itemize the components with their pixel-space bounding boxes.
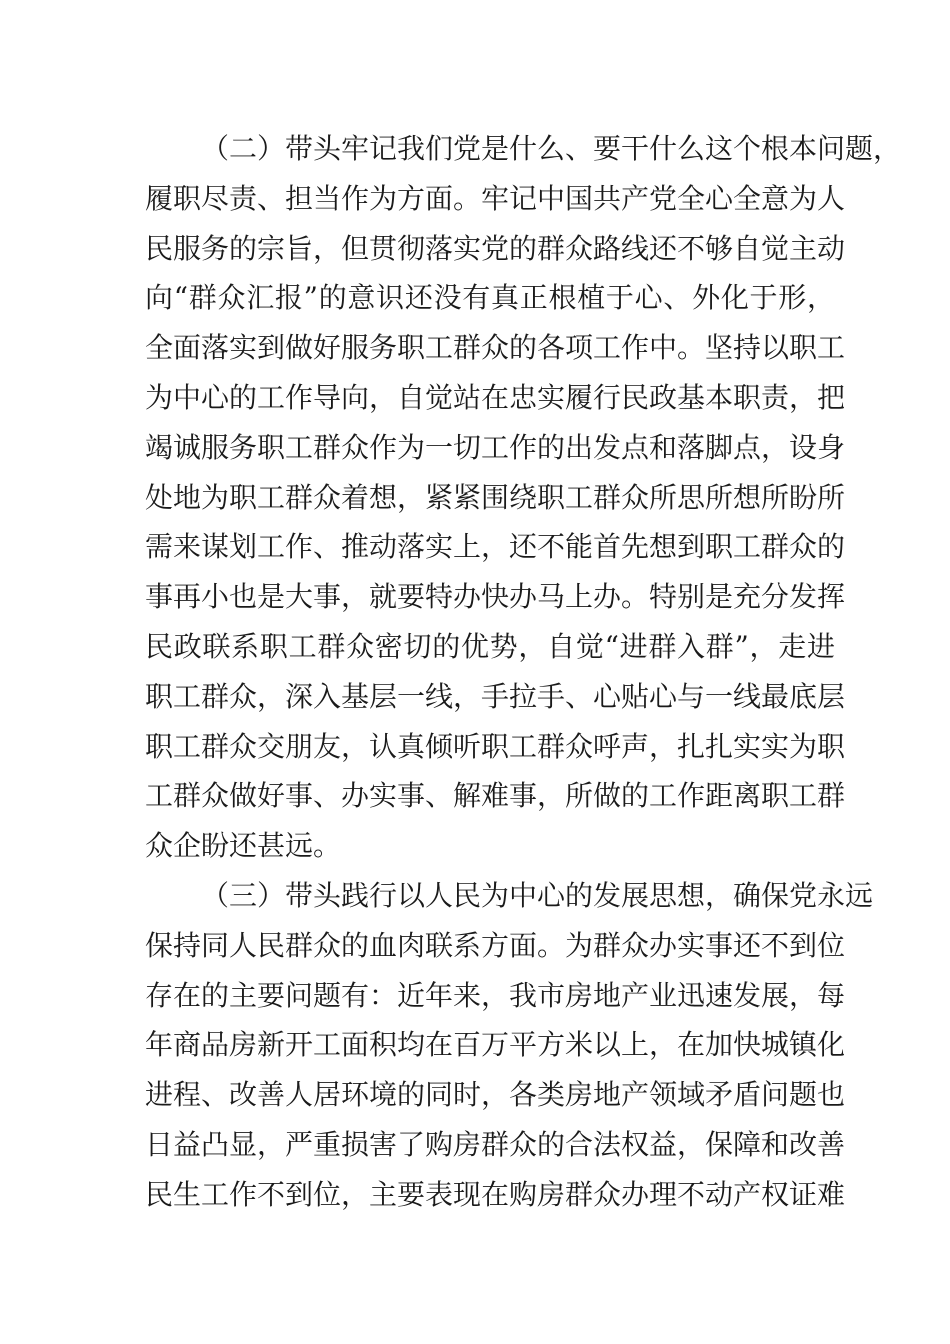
paragraph-line: 民生工作不到位，主要表现在购房群众办理不动产权证难 [145, 1177, 846, 1211]
paragraph-line: 存在的主要问题有：近年来，我市房地产业迅速发展，每 [145, 978, 846, 1012]
paragraph-line: （二）带头牢记我们党是什么、要干什么这个根本问题， [201, 132, 902, 165]
paragraph-line: 处地为职工群众着想，紧紧围绕职工群众所思所想所盼所 [145, 480, 846, 514]
paragraph-line: 年商品房新开工面积均在百万平方米以上，在加快城镇化 [145, 1028, 846, 1062]
paragraph-line: 向“群众汇报”的意识还没有真正根植于心、外化于形， [145, 281, 835, 315]
paragraph-line: 为中心的工作导向，自觉站在忠实履行民政基本职责，把 [145, 380, 846, 414]
paragraph-line: （三）带头践行以人民为中心的发展思想，确保党永远 [201, 878, 874, 912]
paragraph-line: 履职尽责、担当作为方面。牢记中国共产党全心全意为人 [145, 181, 846, 215]
paragraph-line: 职工群众，深入基层一线，手拉手、心贴心与一线最底层 [145, 679, 846, 713]
paragraph-line: 日益凸显，严重损害了购房群众的合法权益，保障和改善 [145, 1127, 846, 1161]
paragraph-line: 进程、改善人居环境的同时，各类房地产领域矛盾问题也 [145, 1078, 846, 1112]
paragraph-line: 需来谋划工作、推动落实上，还不能首先想到职工群众的 [145, 530, 846, 564]
paragraph-line: 竭诚服务职工群众作为一切工作的出发点和落脚点，设身 [145, 430, 846, 464]
paragraph-line: 民服务的宗旨，但贯彻落实党的群众路线还不够自觉主动 [145, 231, 846, 265]
paragraph-line: 工群众做好事、办实事、解难事，所做的工作距离职工群 [145, 779, 846, 813]
paragraph [145, 871, 874, 1220]
document-body [145, 124, 902, 1220]
paragraph-line: 民政联系职工群众密切的优势，自觉“进群入群”，走进 [145, 629, 835, 663]
paragraph-line: 保持同人民群众的血肉联系方面。为群众办实事还不到位 [145, 928, 846, 962]
paragraph-line: 事再小也是大事，就要特办快办马上办。特别是充分发挥 [145, 580, 846, 614]
paragraph-line: 众企盼还甚远。 [145, 829, 342, 863]
paragraph-line: 全面落实到做好服务职工群众的各项工作中。坚持以职工 [145, 331, 846, 365]
paragraph-line: 职工群众交朋友，认真倾听职工群众呼声，扎扎实实为职 [145, 729, 846, 763]
paragraph [145, 124, 902, 871]
